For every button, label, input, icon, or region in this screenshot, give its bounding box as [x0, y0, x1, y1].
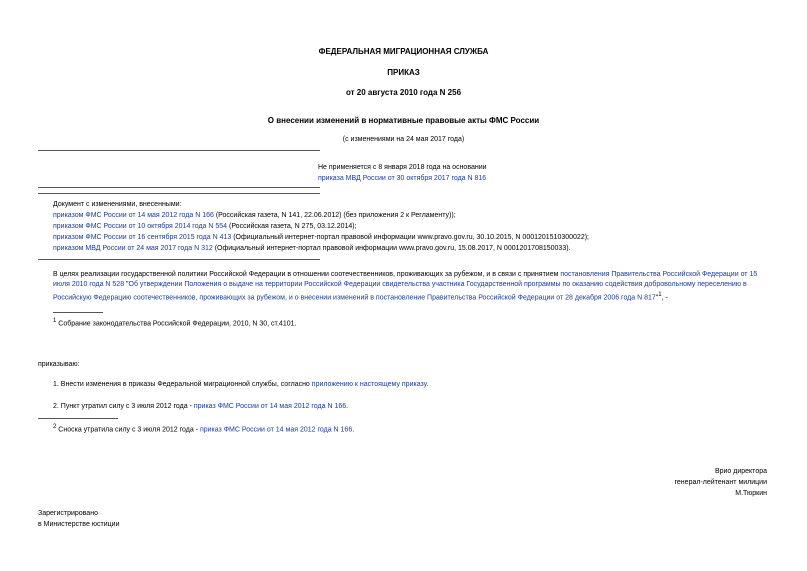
list-item [53, 244, 571, 254]
footnote [53, 316, 296, 329]
preamble-link-resolution[interactable]: постановления Правительства Российской Федерации от 15 июля 2010 года N 528 [53, 271, 758, 288]
order-verb: приказываю: [38, 361, 80, 368]
registration-line: в Министерстве юстиции [38, 521, 120, 528]
change-link[interactable]: приказом ФМС России от 14 мая 2012 года N 166 [53, 212, 214, 219]
footnote [53, 422, 354, 435]
footnote-text: Собрание законодательства Российской Федерации, 2010, N 30, ст.4101. [56, 320, 297, 328]
change-details: (Официальный интернет-портал правовой информации www.pravo.gov.ru, 15.08.2017, N 0001201708150033). [212, 245, 571, 252]
divider [38, 150, 320, 151]
repeal-link[interactable]: приказ ФМС России от 14 мая 2012 года N 166 [193, 403, 347, 410]
divider [38, 193, 320, 194]
change-link[interactable]: приказом ФМС России от 16 сентября 2015 года N 413 [53, 234, 232, 241]
document-type: ПРИКАЗ [387, 68, 420, 77]
footnote-link[interactable]: приказ ФМС России от 14 мая 2012 года N 166 [199, 426, 353, 434]
signature-name: М.Тюркин [735, 490, 767, 497]
change-details: (Российская газета, N 141, 22.06.2012) (без приложения 2 к Регламенту)); [213, 212, 456, 219]
signature-position: Врио директора [714, 468, 767, 475]
divider [38, 259, 320, 260]
order-item-text: . [346, 403, 349, 410]
order-item-text: 1. Внести изменения в приказы Федеральной миграционной службы, согласно [53, 381, 312, 388]
list-item [53, 233, 589, 243]
footnote-divider [53, 312, 103, 313]
preamble-text: , - [661, 294, 668, 302]
preamble-text: В целях реализации государственной политики Российской Федерации в отношении соотечественников, проживающих за рубежом, и в связи с принятием [53, 271, 561, 278]
change-link[interactable]: приказом МВД России от 24 мая 2017 года N 312 [53, 245, 213, 252]
change-link[interactable]: приказом ФМС России от 10 октября 2014 года N 554 [53, 223, 228, 230]
footnote-marker: 2 [53, 424, 57, 430]
list-item [53, 211, 456, 221]
footnote-marker[interactable]: 1 [658, 292, 662, 298]
change-details: (Российская газета, N 275, 03.12.2014); [227, 223, 357, 230]
agency-name: ФЕДЕРАЛЬНАЯ МИГРАЦИОННАЯ СЛУЖБА [318, 47, 489, 56]
status-link[interactable]: приказа МВД России от 30 октября 2017 года N 816 [318, 175, 487, 182]
footnote-text: Сноска утратила силу с 3 июля 2012 года - [56, 426, 200, 434]
divider [38, 187, 320, 188]
preamble-link-regulation[interactable]: Об утверждении Положения о выдаче на территории Российской Федерации свидетельства участника Государственной программы по оказанию содействия добровольному переселению в Российскую Федерацию соотечественников, проживающих за рубежом, и о внесении изменений в постановление Правительства Российской Федерации от 28 декабря 2006 года N 817 [53, 281, 747, 302]
signature-rank: генерал-лейтенант милиции [674, 479, 767, 486]
order-item-text: . [426, 381, 429, 388]
amended-note: (с изменениями на 24 мая 2017 года) [342, 136, 465, 143]
order-item [53, 380, 428, 390]
preamble-text: " [124, 281, 129, 288]
status-line: Не применяется с 8 января 2018 года на основании [318, 164, 487, 171]
order-item [53, 402, 348, 412]
registration-line: Зарегистрировано [38, 510, 98, 517]
preamble-paragraph [53, 270, 768, 303]
changes-heading: Документ с изменениями, внесенными: [53, 201, 182, 208]
footnote-divider [38, 418, 118, 419]
document-date: от 20 августа 2010 года N 256 [345, 88, 462, 97]
order-item-text: 2. Пункт утратил силу с 3 июля 2012 года - [53, 403, 194, 410]
footnote-marker: 1 [53, 318, 57, 324]
appendix-link[interactable]: приложению к настоящему приказу [311, 381, 427, 388]
footnote-text: . [352, 426, 355, 434]
list-item [53, 222, 357, 232]
change-details: (Официальный интернет-портал правовой информации www.pravo.gov.ru, 30.10.2015, N 0001201510300022); [231, 234, 589, 241]
preamble-text: " [655, 294, 659, 302]
document-title: О внесении изменений в нормативные правовые акты ФМС России [267, 116, 540, 125]
